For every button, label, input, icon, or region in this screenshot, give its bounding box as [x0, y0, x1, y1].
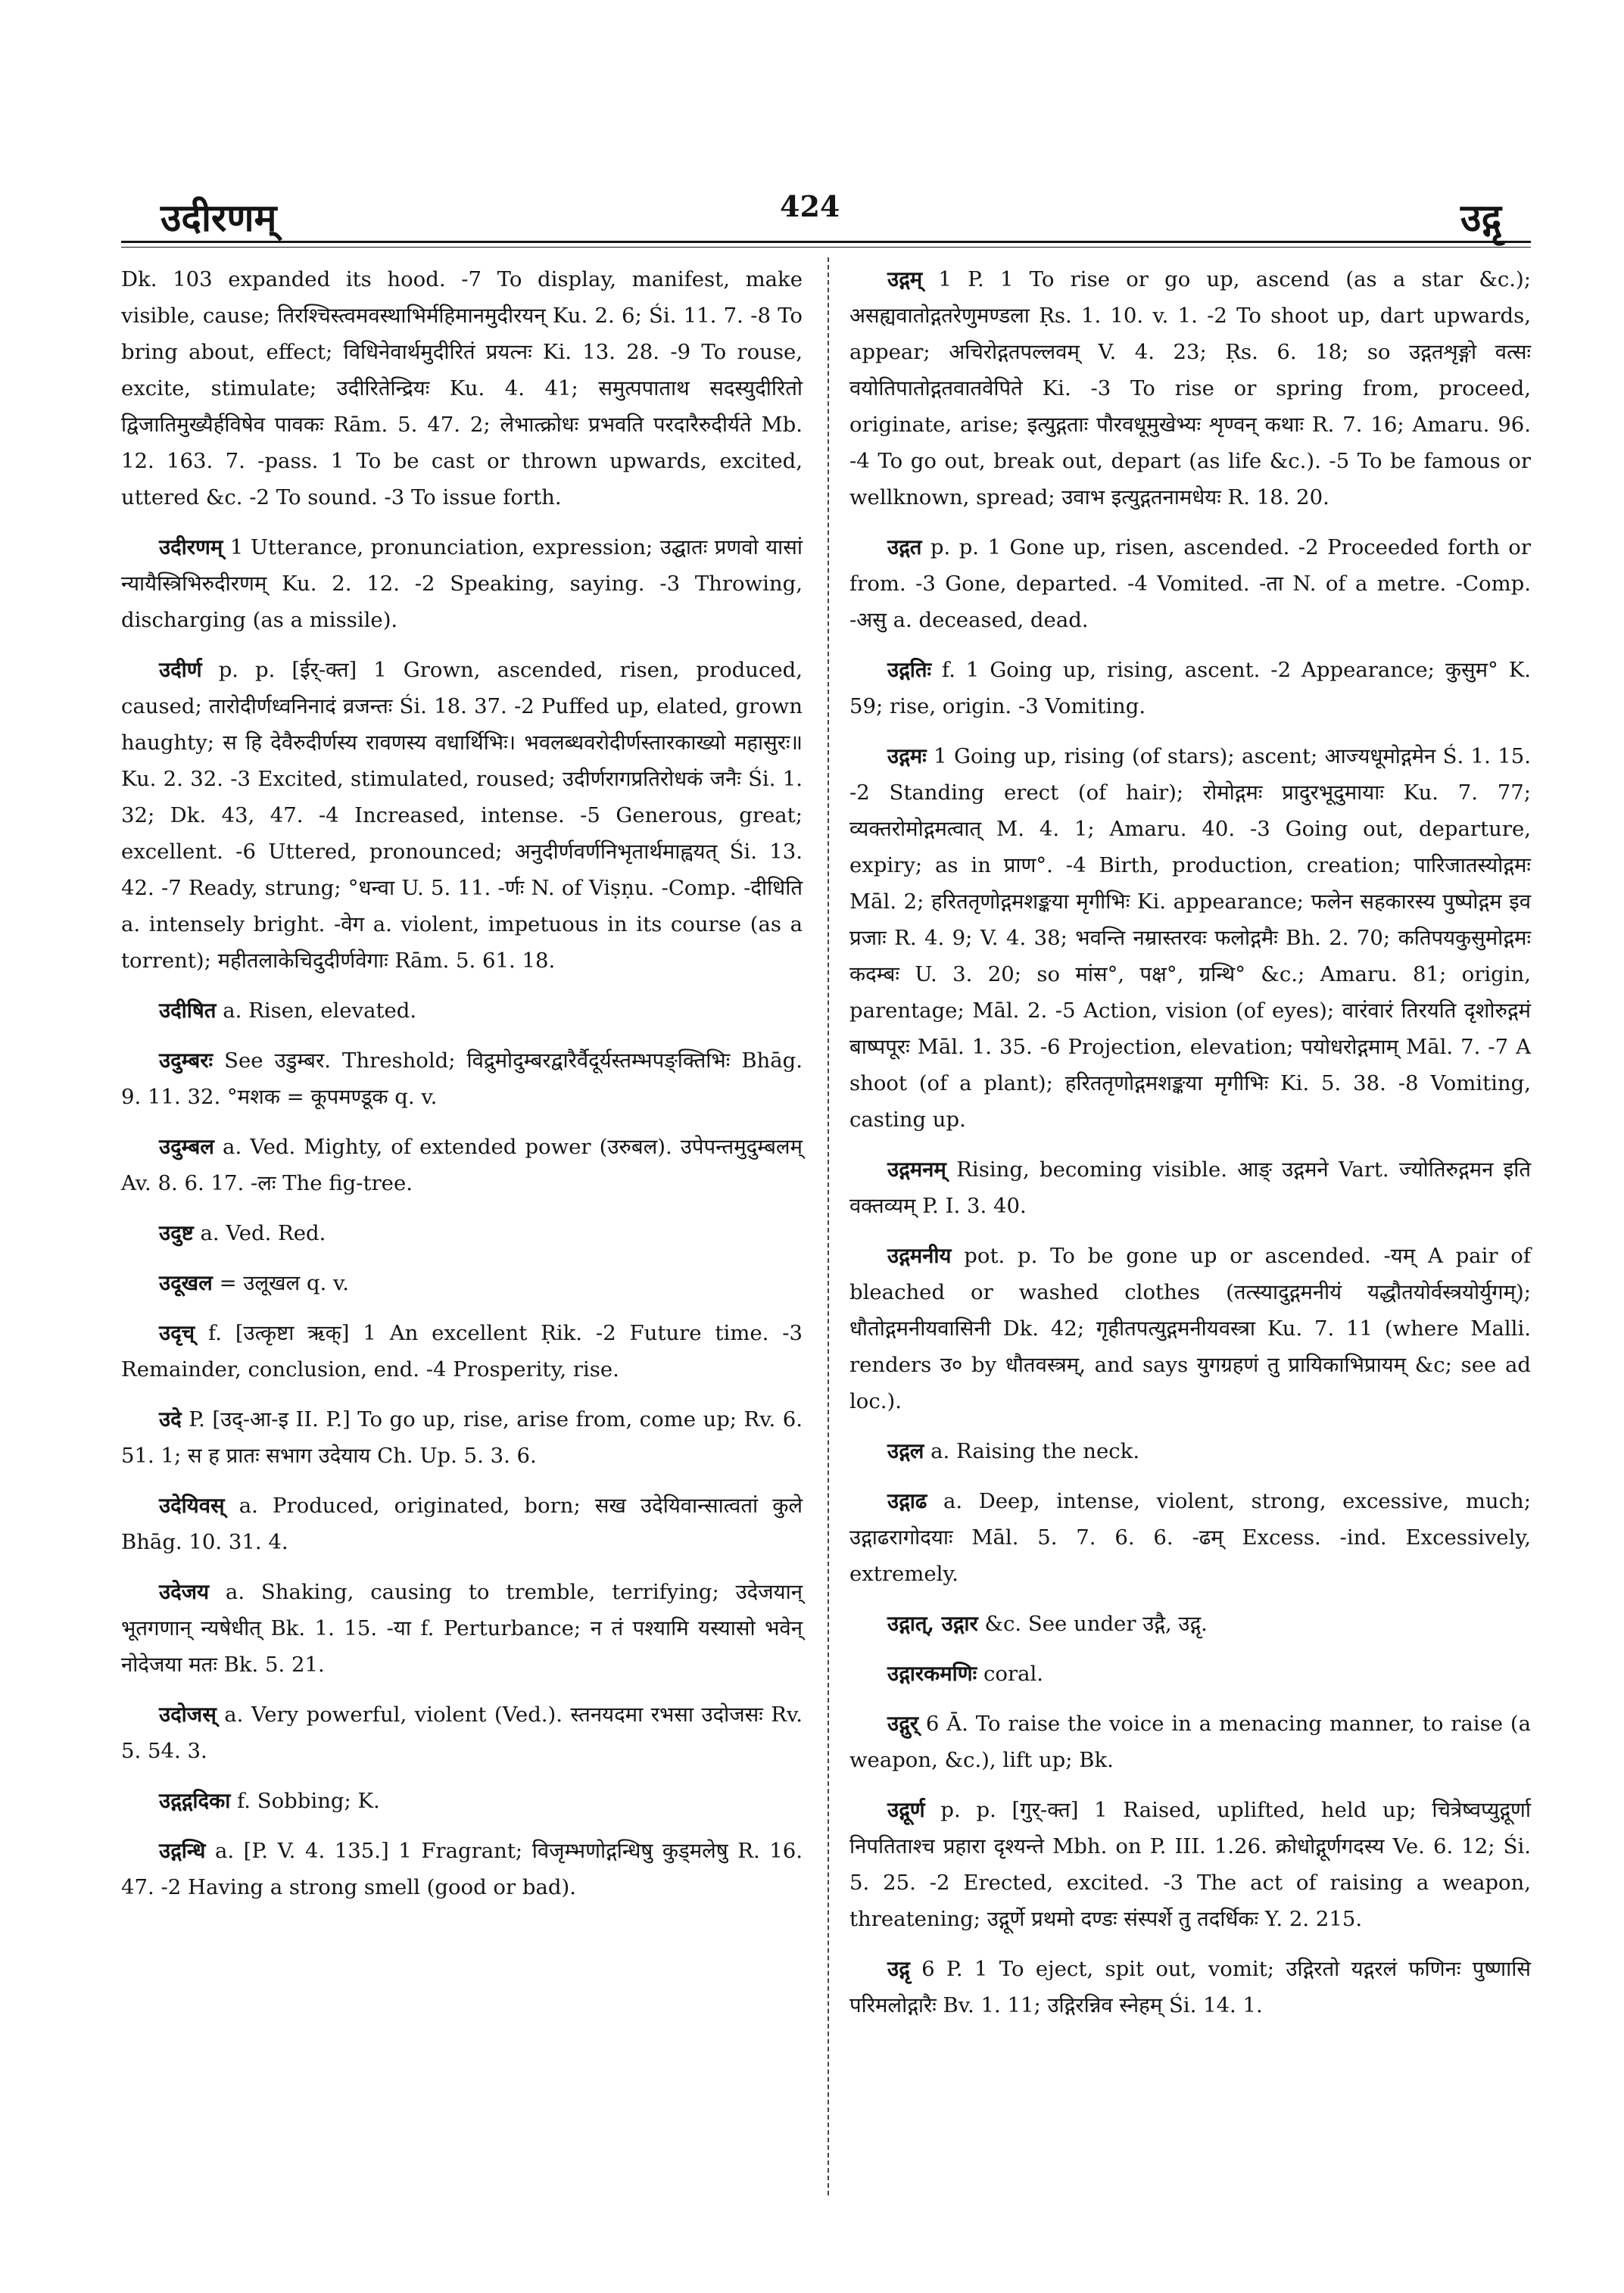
dictionary-entry	[849, 1792, 1531, 1937]
dictionary-entry	[849, 1433, 1531, 1469]
entry-text: 1 Utterance, pronunciation, expression; उद्घातः प्रणवो यासां न्यायैस्त्रिभिरुदीरणम् Ku. 2. 12. -2 Speaking, saying. -3 Throwing, discharging (as a missile).	[121, 535, 803, 632]
dictionary-entry	[121, 1129, 803, 1201]
entry-headword: उद्गात्, उद्गार	[887, 1612, 978, 1636]
header-rule-thin	[121, 247, 1531, 248]
left-column	[121, 261, 803, 1919]
dictionary-entry	[849, 738, 1531, 1138]
entry-text: a. Ved. Mighty, of extended power (उरुबल). उपेपन्तमुदुम्बलम् Av. 8. 6. 17. -लः The fig-tree.	[121, 1135, 803, 1195]
dictionary-entry	[121, 1833, 803, 1905]
entry-text: 6 P. 1 To eject, spit out, vomit; उद्गिरतो यद्गरलं फणिनः पुष्णासि परिमलोद्गारैः Bv. 1. 11; उद्गिरन्निव स्नेहम् Śi. 14. 1.	[849, 1957, 1531, 2017]
entry-headword: उदीरणम्	[159, 535, 223, 559]
header-right-word: उद्गृ	[1460, 195, 1501, 240]
entry-text: p. p. [ईर्-क्त] 1 Grown, ascended, risen, produced, caused; तारोदीर्णध्वनिनादं व्रजन्तः Śi. 18. 37. -2 Puffed up, elated, grown haughty; स हि देवैरुदीर्णस्य रावणस्य वधार्थिभिः। भवलब्धवरोदीर्णस्तारकाख्यो महासुरः॥ Ku. 2. 32. -3 Excited, stimulated, roused; उदीर्णरागप्रतिरोधकं जनैः Śi. 1. 32; Dk. 43, 47. -4 Increased, intense. -5 Generous, great; excellent. -6 Uttered, pronounced; अनुदीर्णवर्णनिभृतार्थमाह्वयत् Śi. 13. 42. -7 Ready, strung; °धन्वा U. 5. 11. -र्णः N. of Viṣṇu. -Comp. -दीधिति a. intensely bright. -वेग a. violent, impetuous in its course (as a torrent); महीतलाकेचिदुदीर्णवेगाः Rām. 5. 61. 18.	[121, 658, 803, 973]
entry-text: pot. p. To be gone up or ascended. -यम् A pair of bleached or washed clothes (तत्स्यादुद्गमनीयं यद्धौतयोर्वस्त्रयोर्युगम्); धौतोद्गमनीयवासिनी Dk. 42; गृहीतपत्युद्गमनीयवस्त्रा Ku. 7. 11 (where Malli. renders उ० by धौतवस्त्रम्, and says युगग्रहणं तु प्रायिकाभिप्रायम् &c; see ad loc.).	[849, 1244, 1531, 1413]
entry-headword: उद्गमः	[887, 744, 927, 768]
entry-text: a. Produced, originated, born; सख उदेयिवान्सात्वतां कुले Bhāg. 10. 31. 4.	[121, 1494, 803, 1554]
dictionary-entry	[121, 261, 803, 516]
entry-headword: उदुम्बल	[159, 1135, 214, 1159]
entry-headword: उदुष्ट	[159, 1221, 194, 1245]
dictionary-entry	[121, 1315, 803, 1388]
dictionary-entry	[121, 1042, 803, 1115]
entry-text: See उडुम्बर. Threshold; विद्रुमोदुम्बरद्वारैर्वैदूर्यस्तम्भपङ्क्तिभिः Bhāg. 9. 11. 32. °मशक = कूपमण्डूक q. v.	[121, 1048, 803, 1109]
entry-headword: उदीषित	[159, 999, 217, 1023]
column-divider	[828, 257, 830, 2195]
entry-text: f. Sobbing; K.	[237, 1789, 380, 1813]
entry-headword: उद्गाढ	[887, 1489, 927, 1513]
dictionary-entry	[849, 1238, 1531, 1419]
entry-text: 1 P. 1 To rise or go up, ascend (as a star &c.); असह्यवातोद्गतरेणुमण्डला Ṛs. 1. 10. v. 1. -2 To shoot up, dart upwards, appear; अचिरोद्गतपल्लवम् V. 4. 23; Ṛs. 6. 18; so उद्गतशृङ्गो वत्सः वयोतिपातोद्गतवातवेपिते Ki. -3 To rise or spring from, proceed, originate, arise; इत्युद्गताः पौरवधूमुखेभ्यः शृण्वन् कथाः R. 7. 16; Amaru. 96. -4 To go out, break out, depart (as life &c.). -5 To be famous or wellknown, spread; उवाभ इत्युद्गतनामधेयः R. 18. 20.	[849, 267, 1531, 509]
entry-headword: उद्गल	[887, 1439, 924, 1463]
entry-headword: उद्गद्गदिका	[159, 1789, 231, 1813]
entry-headword: उद्गूर्ण	[887, 1798, 925, 1822]
entry-headword: उद्गमनीय	[887, 1244, 952, 1268]
entry-text: Rising, becoming visible. आङ् उद्गमने Vart. ज्योतिरुद्गमन इति वक्तव्यम् P. I. 3. 40.	[849, 1157, 1531, 1218]
dictionary-entry	[121, 1215, 803, 1251]
dictionary-entry	[849, 1606, 1531, 1642]
dictionary-entry	[849, 652, 1531, 724]
entry-text: a. Raising the neck.	[930, 1439, 1140, 1463]
entry-headword: उद्गुर्	[887, 1712, 918, 1736]
entry-headword: उदे	[159, 1407, 182, 1432]
entry-text: 1 Going up, rising (of stars); ascent; आज्यधूमोद्गमेन Ś. 1. 15. -2 Standing erect (of hair); रोमोद्गमः प्रादुरभूदुमायाः Ku. 7. 77; व्यक्तरोमोद्गमत्वात् M. 4. 1; Amaru. 40. -3 Going out, departure, expiry; as in प्राण°. -4 Birth, production, creation; पारिजातस्योद्गमः Māl. 2; हरिततृणोद्गमशङ्कया मृगीभिः Ki. appearance; फलेन सहकारस्य पुष्पोद्गम इव प्रजाः R. 4. 9; V. 4. 38; भवन्ति नम्रास्तरवः फलोद्गमैः Bh. 2. 70; कतिपयकुसुमोद्गमः कदम्बः U. 3. 20; so मांस°, पक्ष°, ग्रन्थि° &c.; Amaru. 81; origin, parentage; Māl. 2. -5 Action, vision (of eyes); वारंवारं तिरयति दृशोरुद्गमं बाष्पपूरः Māl. 1. 35. -6 Projection, elevation; पयोधरोद्गमाम् Māl. 7. -7 A shoot (of a plant); हरिततृणोद्गमशङ्कया मृगीभिः Ki. 5. 38. -8 Vomiting, casting up.	[849, 744, 1531, 1132]
dictionary-entry	[849, 1656, 1531, 1692]
right-column	[849, 261, 1531, 2037]
entry-text: a. Risen, elevated.	[223, 999, 417, 1023]
entry-headword: उदृच्	[159, 1321, 195, 1345]
dictionary-entry	[121, 1783, 803, 1819]
dictionary-entry	[849, 1951, 1531, 2024]
dictionary-entry	[849, 529, 1531, 638]
entry-text: a. Shaking, causing to tremble, terrifying; उदेजयान् भूतगणान् न्यषेधीत् Bk. 1. 15. -या f. Perturbance; न तं पश्यामि यस्यासो भवेन् नोदेजया मतः Bk. 5. 21.	[121, 1580, 803, 1677]
entry-headword: उद्गमनम्	[887, 1157, 946, 1182]
entry-text: coral.	[983, 1662, 1044, 1686]
header-left-word: उदीरणम्	[161, 195, 277, 240]
dictionary-entry	[121, 1696, 803, 1769]
entry-text: f. [उत्कृष्टा ऋक्] 1 An excellent Ṛik. -2 Future time. -3 Remainder, conclusion, end. -4 Prosperity, rise.	[121, 1321, 803, 1382]
dictionary-entry	[849, 261, 1531, 516]
entry-text: a. Very powerful, violent (Ved.). स्तनयदमा रभसा उदोजसः Rv. 5. 54. 3.	[121, 1703, 803, 1763]
entry-headword: उदोजस्	[159, 1703, 217, 1727]
entry-text: &c. See under उद्गै, उद्गृ.	[984, 1612, 1208, 1636]
entry-headword: उद्गत	[887, 535, 922, 559]
entry-headword: उद्गम्	[887, 267, 923, 291]
entry-text: a. Ved. Red.	[200, 1221, 326, 1245]
entry-text: 6 Ā. To raise the voice in a menacing manner, to raise (a weapon, &c.), lift up; Bk.	[849, 1712, 1531, 1772]
entry-headword: उदूखल	[159, 1271, 213, 1295]
entry-text: = उलूखल q. v.	[219, 1271, 350, 1295]
entry-headword: उद्गारकमणिः	[887, 1662, 977, 1686]
dictionary-entry	[121, 1265, 803, 1301]
entry-text: a. [P. V. 4. 135.] 1 Fragrant; विजृम्भणोद्गन्धिषु कुड्मलेषु R. 16. 47. -2 Having a strong smell (good or bad).	[121, 1839, 803, 1899]
dictionary-entry	[849, 1483, 1531, 1592]
page-number: 424	[780, 189, 840, 223]
entry-text: f. 1 Going up, rising, ascent. -2 Appearance; कुसुम° K. 59; rise, origin. -3 Vomiting.	[849, 658, 1531, 718]
entry-headword: उदेयिवस्	[159, 1494, 225, 1518]
dictionary-entry	[121, 529, 803, 638]
entry-headword: उदेजय	[159, 1580, 210, 1604]
entry-headword: उद्गन्धि	[159, 1839, 206, 1863]
dictionary-entry	[849, 1706, 1531, 1778]
entry-text: p. p. [गुर्-क्त] 1 Raised, uplifted, held up; चित्रेष्वप्युद्गूर्णा निपतिताश्च प्रहारा दृश्यन्ते Mbh. on P. III. 1.26. क्रोधोद्गूर्णगदस्य Ve. 6. 12; Śi. 5. 25. -2 Erected, excited. -3 The act of raising a weapon, threatening; उद्गूर्णे प्रथमो दण्डः संस्पर्शे तु तदर्धिकः Y. 2. 215.	[849, 1798, 1531, 1931]
dictionary-entry	[121, 1574, 803, 1683]
dictionary-entry	[121, 1401, 803, 1474]
entry-headword: उदुम्बरः	[159, 1048, 214, 1073]
entry-headword: उद्गृ	[887, 1957, 910, 1981]
entry-headword: उद्गतिः	[887, 658, 932, 682]
entry-headword: उदीर्ण	[159, 658, 202, 682]
dictionary-entry	[121, 1488, 803, 1560]
dictionary-entry	[121, 992, 803, 1029]
header-rule-thick	[121, 241, 1531, 243]
entry-text: p. p. 1 Gone up, risen, ascended. -2 Proceeded forth or from. -3 Gone, departed. -4 Vomited. -ता N. of a metre. -Comp. -असु a. deceased, dead.	[849, 535, 1531, 632]
dictionary-entry	[121, 652, 803, 979]
entry-text: Dk. 103 expanded its hood. -7 To display, manifest, make visible, cause; तिरश्चिस्त्वमवस्थाभिर्महिमानमुदीरयन् Ku. 2. 6; Śi. 11. 7. -8 To bring about, effect; विधिनेवार्थमुदीरितं प्रयत्नः Ki. 13. 28. -9 To rouse, excite, stimulate; उदीरितेन्द्रियः Ku. 4. 41; समुत्पपाताथ सदस्युदीरितो द्विजातिमुख्यैर्हविषेव पावकः Rām. 5. 47. 2; लेभात्क्रोधः प्रभवति परदारैरुदीर्यते Mb. 12. 163. 7. -pass. 1 To be cast or thrown upwards, excited, uttered &c. -2 To sound. -3 To issue forth.	[121, 267, 803, 509]
entry-text: a. Deep, intense, violent, strong, excessive, much; उद्गाढरागोदयाः Māl. 5. 7. 6. 6. -ढम् Excess. -ind. Excessively, extremely.	[849, 1489, 1531, 1586]
dictionary-entry	[849, 1151, 1531, 1224]
entry-text: P. [उद्-आ-इ II. P.] To go up, rise, arise from, come up; Rv. 6. 51. 1; स ह प्रातः सभाग उदेयाय Ch. Up. 5. 3. 6.	[121, 1407, 803, 1468]
